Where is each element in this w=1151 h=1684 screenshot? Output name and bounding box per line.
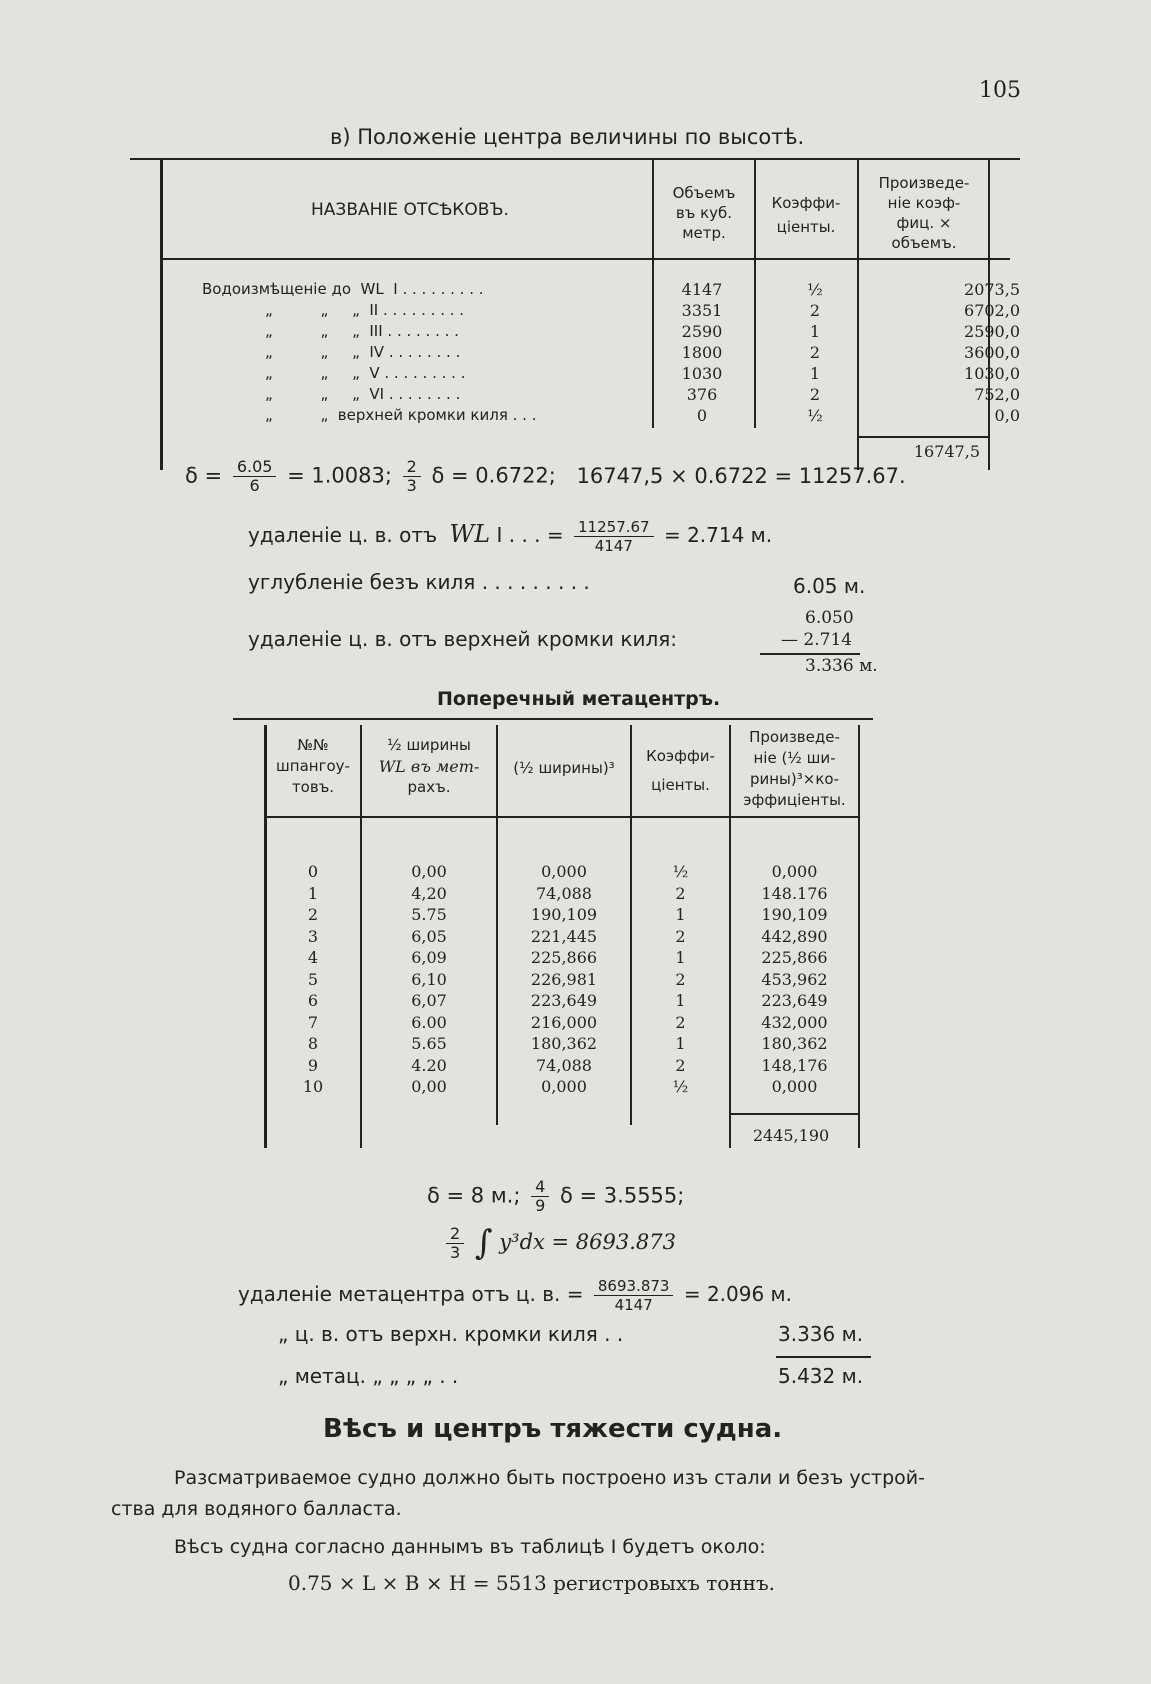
cell-product: 0,000 bbox=[771, 1077, 818, 1096]
cell-cubed: 225,866 bbox=[530, 948, 598, 967]
cell-coef: 2 bbox=[675, 1055, 686, 1075]
row-coef: 2 bbox=[809, 301, 821, 320]
keel-v1: 6.050 bbox=[805, 608, 854, 628]
row-label: „ „ „ II . . . . . . . . . bbox=[265, 301, 465, 319]
cell-frames: 5 bbox=[307, 969, 319, 989]
cell-cubed: 180,362 bbox=[530, 1034, 598, 1053]
cell-half-width: 4,20 bbox=[411, 883, 447, 903]
row-product: 0,0 bbox=[994, 406, 1020, 425]
row-coef: ½ bbox=[807, 406, 823, 425]
cell-cubed: 190,109 bbox=[530, 905, 598, 924]
cell-cubed: 226,981 bbox=[530, 969, 598, 989]
line-meta1: удаленіе метацентра отъ ц. в. = $\frac{8693.873}{4147}$ = 2.096 м. bbox=[238, 1277, 793, 1314]
table-row bbox=[130, 301, 1020, 322]
cell-half-width: 6,07 bbox=[411, 991, 447, 1010]
cell-frames: 0 bbox=[307, 862, 319, 881]
cell-frames: 3 bbox=[307, 926, 319, 946]
header-coef: Коэффи- ціенты. bbox=[771, 194, 841, 236]
header-product: Произведе- ніе коэф- фиц. × объемъ. bbox=[878, 174, 970, 252]
section-title: в) Положеніе центра величины по высотѣ. bbox=[330, 125, 805, 149]
cell-coef: 2 bbox=[675, 969, 686, 989]
cell-cubed: 0,000 bbox=[541, 1077, 587, 1096]
cell-frames: 1 bbox=[307, 883, 319, 903]
cell-product: 432,000 bbox=[761, 1012, 828, 1032]
row-volume: 2590 bbox=[681, 322, 723, 341]
cell-half-width: 6.00 bbox=[411, 1012, 447, 1032]
para1-line2: ства для водяного балласта. bbox=[111, 1498, 402, 1520]
cell-cubed: 74,088 bbox=[536, 1055, 592, 1075]
cell-coef: 1 bbox=[675, 905, 686, 924]
cell-half-width: 6,10 bbox=[411, 969, 447, 989]
line-meta3-value: 5.432 м. bbox=[778, 1364, 864, 1388]
table-row bbox=[130, 364, 1020, 385]
para1-line1: Разсматриваемое судно должно быть построено изъ стали и безъ устрой- bbox=[174, 1467, 926, 1489]
cell-product: 453,962 bbox=[761, 969, 828, 989]
table1-total: 16747,5 bbox=[913, 442, 980, 461]
cell-half-width: 5.75 bbox=[411, 905, 447, 924]
cell-half-width: 0,00 bbox=[411, 1077, 447, 1096]
cell-product: 190,109 bbox=[761, 905, 828, 924]
cell-coef: 1 bbox=[675, 948, 686, 967]
row-volume: 1030 bbox=[681, 364, 723, 383]
cell-half-width: 6,05 bbox=[411, 926, 447, 946]
formula-integral: $\frac{2}{3}$ ∫ y³dx = 8693.873 bbox=[442, 1223, 676, 1263]
cell-coef: 1 bbox=[675, 991, 686, 1010]
keel-v3: 3.336 м. bbox=[805, 656, 878, 676]
row-coef: 1 bbox=[809, 322, 821, 341]
para2: Вѣсъ судна согласно даннымъ въ таблицѣ I будетъ около: bbox=[174, 1536, 766, 1558]
table-row bbox=[130, 406, 1020, 427]
line-meta2-value: 3.336 м. bbox=[778, 1322, 864, 1346]
row-label: Водоизмѣщеніе до WL I . . . . . . . . . bbox=[202, 280, 484, 298]
table-row bbox=[130, 385, 1020, 406]
cell-half-width: 4.20 bbox=[411, 1055, 447, 1075]
cell-frames: 2 bbox=[307, 905, 319, 924]
row-coef: 2 bbox=[809, 343, 821, 362]
metacenter-table bbox=[233, 718, 873, 1148]
cell-product: 180,362 bbox=[761, 1034, 828, 1053]
row-volume: 3351 bbox=[681, 301, 723, 320]
cell-half-width: 6,09 bbox=[411, 948, 447, 967]
cell-product: 148.176 bbox=[761, 883, 828, 903]
row-product: 752,0 bbox=[974, 385, 1020, 404]
formula-delta: δ = $\frac{6.05}{6}$ = 1.0083; $\frac{2}{3}$ δ = 0.6722; 16747,5 × 0.6722 = 11257.67. bbox=[185, 457, 906, 495]
row-coef: ½ bbox=[807, 280, 823, 299]
row-volume: 376 bbox=[686, 385, 718, 404]
cell-cubed: 74,088 bbox=[536, 883, 592, 903]
cell-frames: 4 bbox=[307, 948, 319, 967]
cell-coef: ½ bbox=[672, 1077, 689, 1096]
header-volume: Объемъ въ куб. метр. bbox=[672, 184, 736, 242]
line-depth-value: 6.05 м. bbox=[793, 574, 866, 598]
line-meta3: „ метац. „ „ „ „ . . bbox=[278, 1364, 459, 1388]
row-coef: 2 bbox=[809, 385, 821, 404]
cell-coef: 1 bbox=[675, 1034, 686, 1053]
cell-product: 0,000 bbox=[771, 862, 818, 881]
metacenter-title: Поперечный метацентръ. bbox=[437, 688, 721, 710]
cell-coef: 2 bbox=[675, 1012, 686, 1032]
page-number: 105 bbox=[979, 78, 1021, 103]
cell-frames: 10 bbox=[302, 1077, 324, 1096]
cell-cubed: 216,000 bbox=[530, 1012, 598, 1032]
line-depth: углубленіе безъ киля . . . . . . . . . bbox=[248, 570, 590, 594]
header-compartments: НАЗВАНІЕ ОТСѢКОВЪ. bbox=[311, 200, 509, 220]
table-row bbox=[130, 322, 1020, 343]
table2-total: 2445,190 bbox=[752, 1126, 830, 1145]
row-label: „ „ „ V . . . . . . . . . bbox=[265, 364, 466, 382]
displacement-table bbox=[130, 158, 1020, 470]
cell-cubed: 0,000 bbox=[541, 862, 587, 881]
cell-product: 442,890 bbox=[761, 926, 828, 946]
line-keel: удаленіе ц. в. отъ верхней кромки киля: bbox=[248, 627, 678, 651]
header-halfwidth: ½ ширины WL въ мет- рахъ. bbox=[378, 736, 480, 796]
cell-coef: 2 bbox=[675, 883, 686, 903]
header-frames: №№ шпангоу- товъ. bbox=[276, 736, 350, 796]
cell-product: 223,649 bbox=[761, 991, 828, 1010]
table-row bbox=[130, 343, 1020, 364]
row-label: „ „ верхней кромки киля . . . bbox=[265, 406, 537, 424]
header-product2: Произведе- ніе (½ ши- рины)³×ко- эффиціенты. bbox=[743, 728, 846, 809]
cell-cubed: 221,445 bbox=[530, 926, 598, 946]
cell-frames: 7 bbox=[307, 1012, 319, 1032]
cell-coef: ½ bbox=[672, 862, 689, 881]
row-volume: 4147 bbox=[681, 280, 723, 299]
cell-frames: 6 bbox=[307, 991, 319, 1010]
row-volume: 1800 bbox=[681, 343, 723, 362]
weight-title: Вѣсъ и центръ тяжести судна. bbox=[323, 1414, 783, 1444]
row-volume: 0 bbox=[696, 406, 708, 425]
cell-product: 148,176 bbox=[761, 1055, 828, 1075]
row-label: „ „ „ III . . . . . . . . bbox=[265, 322, 459, 340]
row-product: 1030,0 bbox=[964, 364, 1020, 383]
cell-half-width: 5.65 bbox=[411, 1034, 447, 1053]
row-product: 2073,5 bbox=[964, 280, 1020, 299]
cell-coef: 2 bbox=[675, 926, 686, 946]
row-product: 3600,0 bbox=[964, 343, 1020, 362]
row-coef: 1 bbox=[809, 364, 821, 383]
table-row bbox=[130, 280, 1020, 301]
keel-v2: — 2.714 bbox=[781, 630, 853, 650]
line-meta2: „ ц. в. отъ верхн. кромки киля . . bbox=[278, 1322, 624, 1346]
header-cubed: (½ ширины)³ bbox=[513, 759, 615, 777]
cell-cubed: 223,649 bbox=[530, 991, 598, 1010]
row-label: „ „ „ IV . . . . . . . . bbox=[265, 343, 461, 361]
row-product: 6702,0 bbox=[964, 301, 1020, 320]
final-formula: 0.75 × L × B × H = 5513 регистровыхъ тоннъ. bbox=[288, 1571, 776, 1595]
row-product: 2590,0 bbox=[964, 322, 1020, 341]
cell-frames: 9 bbox=[307, 1055, 319, 1075]
header-coef2: Коэффи- ціенты. bbox=[646, 747, 715, 794]
cell-frames: 8 bbox=[307, 1034, 319, 1053]
line-removal-wl: удаленіе ц. в. отъ WL I . . . = $\frac{11257.67}{4147}$ = 2.714 м. bbox=[248, 518, 773, 555]
formula-delta2: δ = 8 м.; $\frac{4}{9}$ δ = 3.5555; bbox=[427, 1177, 685, 1215]
row-label: „ „ „ VI . . . . . . . . bbox=[265, 385, 461, 403]
cell-half-width: 0,00 bbox=[411, 862, 447, 881]
cell-product: 225,866 bbox=[761, 948, 828, 967]
